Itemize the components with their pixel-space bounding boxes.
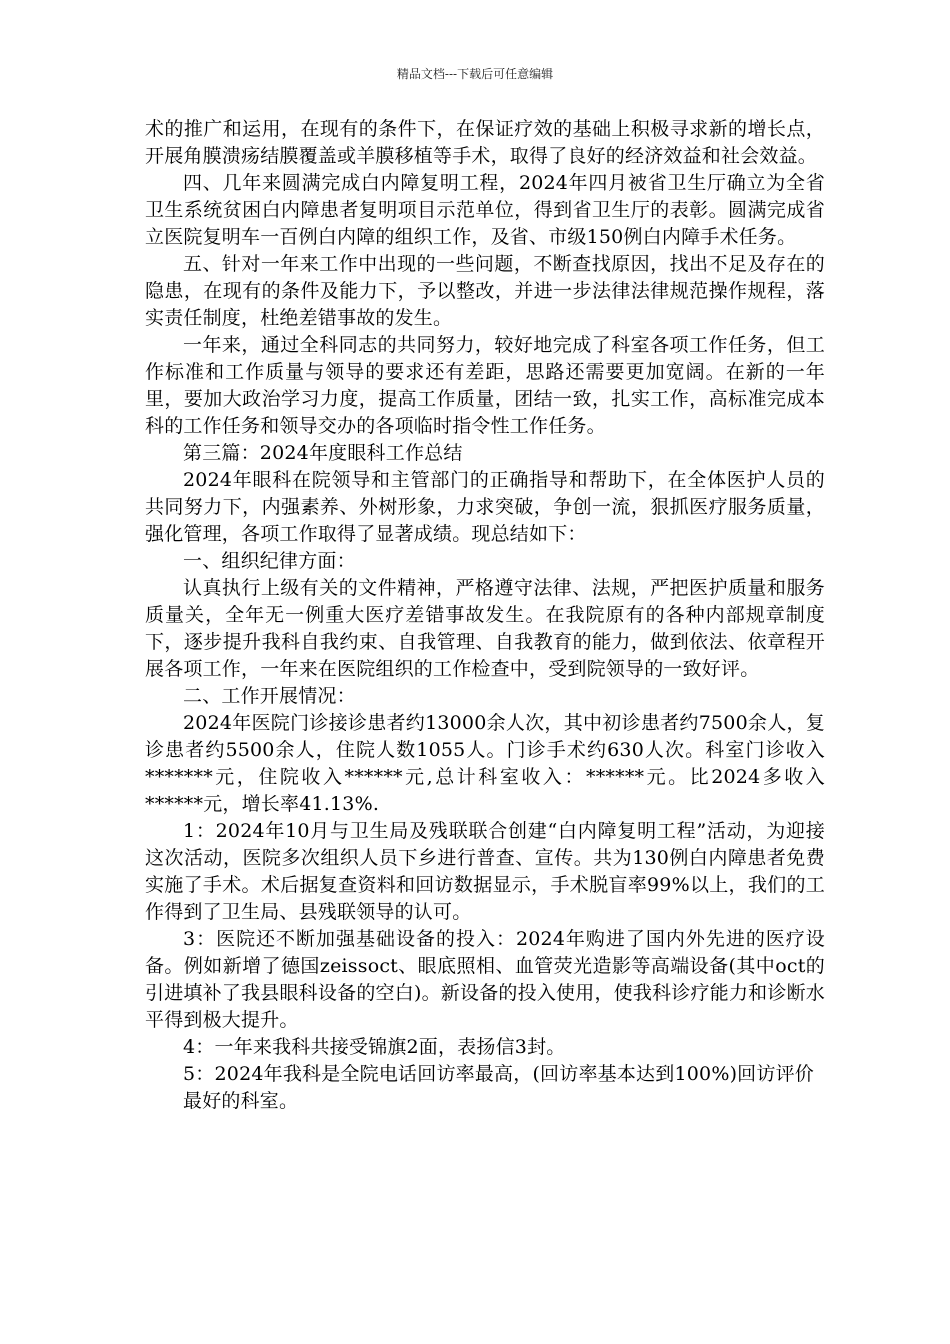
paragraph-point-3: 3：医院还不断加强基础设备的投入：2024年购进了国内外先进的医疗设备。例如新增了德国zeissoct、眼底照相、血管荧光造影等高端设备(其中oct的引进填补了我县眼科设备的空白)。新设备的投入使用，使我科诊疗能力和诊断水平得到极大提升。 [145,928,825,1031]
paragraph-point-4: 4：一年来我科共接受锦旗2面，表扬信3封。 [183,1036,566,1058]
paragraph-statistics: 2024年医院门诊接诊患者约13000余人次，其中初诊患者约7500余人，复诊患者约5500余人，住院人数1055人。门诊手术约630人次。科室门诊收入*******元，住院收入******元,总计科室收入：******元。比2024多收入******元，增长率41.13%. [145,712,825,815]
document-body [145,116,825,1115]
paragraph-point-1: 1：2024年10月与卫生局及残联联合创建“白内障复明工程”活动，为迎接这次活动，医院多次组织人员下乡进行普查、宣传。共为130例白内障患者免费实施了手术。术后据复查资料和回访数据显示，手术脱盲率99%以上，我们的工作得到了卫生局、县残联领导的认可。 [145,820,825,923]
paragraph-conclusion: 一年来，通过全科同志的共同努力，较好地完成了科室各项工作任务，但工作标准和工作质量与领导的要求还有差距，思路还需要更加宽阔。在新的一年里，要加大政治学习力度，提高工作质量，团结一致，扎实工作，高标准完成本科的工作任务和领导交办的各项临时指令性工作任务。 [145,334,825,437]
paragraph-intro: 2024年眼科在院领导和主管部门的正确指导和帮助下，在全体医护人员的共同努力下，内强素养、外树形象，力求突破，争创一流，狠抓医疗服务质量，强化管理，各项工作取得了显著成绩。现总结如下： [145,469,825,545]
paragraph-point-5-end: 最好的科室。 [183,1090,299,1112]
section-heading: 第三篇：2024年度眼科工作总结 [183,442,463,464]
paragraph-continued: 术的推广和运用，在现有的条件下，在保证疗效的基础上积极寻求新的增长点，开展角膜溃疡结膜覆盖或羊膜移植等手术，取得了良好的经济效益和社会效益。 [145,118,825,167]
subheading-discipline: 一、组织纪律方面： [183,550,356,572]
paragraph-item-five: 五、针对一年来工作中出现的一些问题，不断查找原因，找出不足及存在的隐患，在现有的条件及能力下，予以整改，并进一步法律法律规范操作规程，落实责任制度，杜绝差错事故的发生。 [145,253,825,329]
subheading-work: 二、工作开展情况： [183,685,356,707]
page-header: 精品文档---下载后可任意编辑 [396,67,554,81]
paragraph-item-four: 四、几年来圆满完成白内障复明工程，2024年四月被省卫生厅确立为全省卫生系统贫困白内障患者复明项目示范单位，得到省卫生厅的表彰。圆满完成省立医院复明车一百例白内障的组织工作，及省、市级150例白内障手术任务。 [145,172,825,248]
paragraph-discipline: 认真执行上级有关的文件精神，严格遵守法律、法规，严把医护质量和服务质量关，全年无一例重大医疗差错事故发生。在我院原有的各种内部规章制度下，逐步提升我科自我约束、自我管理、自我教育的能力，做到依法、依章程开展各项工作，一年来在医院组织的工作检查中，受到院领导的一致好评。 [145,577,825,680]
paragraph-point-5: 5：2024年我科是全院电话回访率最高，(回访率基本达到100%)回访评价 [183,1063,814,1085]
